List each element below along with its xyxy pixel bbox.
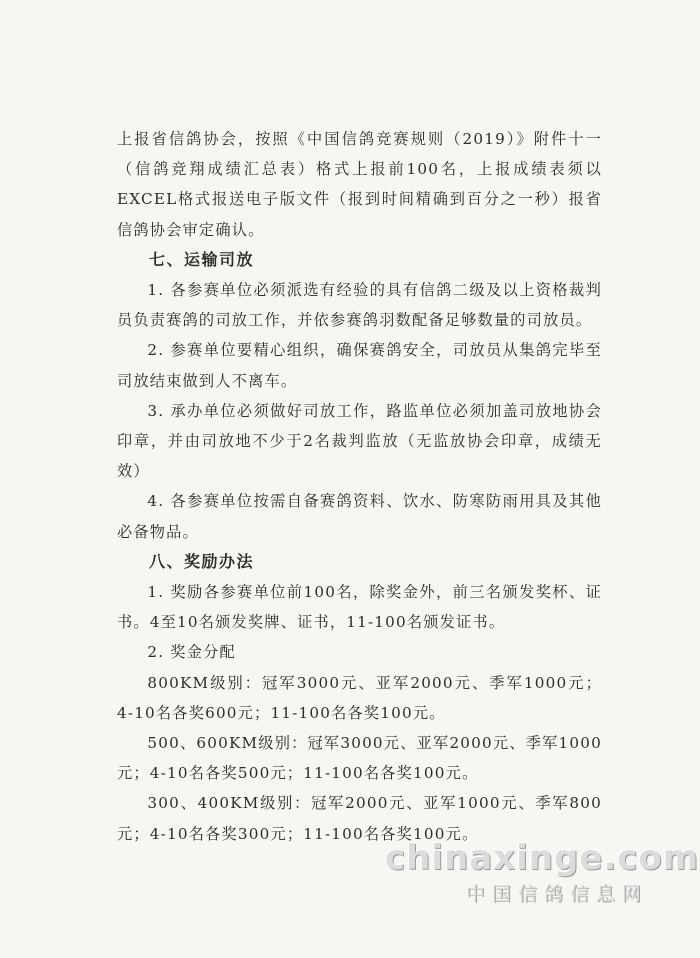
document-body bbox=[117, 124, 602, 849]
section-heading-rewards: 八、奖励办法 bbox=[149, 551, 255, 571]
paragraph-reward-item-2: 2. 奖金分配 bbox=[147, 643, 236, 662]
paragraph-release-item-2: 2. 参赛单位要精心组织，确保赛鸽安全，司放员从集鸽完毕至司放结束做到人不离车。 bbox=[117, 341, 602, 390]
paragraph-report-submission: 上报省信鸽协会，按照《中国信鸽竞赛规则（2019）》附件十一（信鸽竞翔成绩汇总表）格式上报前100名，上报成绩表须以EXCEL格式报送电子版文件（报到时间精确到百分之一秒）报省信鸽协会审定确认。 bbox=[117, 130, 602, 239]
paragraph-release-item-4: 4. 各参赛单位按需自备赛鸽资料、饮水、防寒防雨用具及其他必备物品。 bbox=[117, 492, 602, 541]
paragraph-prize-300-400km: 300、400KM级别：冠军2000元、亚军1000元、季军800元；4-10名各奖300元；11-100名各奖100元。 bbox=[117, 794, 602, 843]
paragraph-release-item-1: 1. 各参赛单位必须派选有经验的具有信鸽二级及以上资格裁判员负责赛鸽的司放工作，并依参赛鸽羽数配备足够数量的司放员。 bbox=[117, 281, 602, 330]
paragraph-prize-500-600km: 500、600KM级别：冠军3000元、亚军2000元、季军1000元；4-10名各奖500元；11-100名各奖100元。 bbox=[117, 734, 602, 783]
watermark-site: chinaxinge.com bbox=[385, 838, 700, 878]
paragraph-reward-item-1: 1. 奖励各参赛单位前100名，除奖金外，前三名颁发奖杯、证书。4至10名颁发奖牌、证书，11-100名颁发证书。 bbox=[117, 583, 602, 632]
paragraph-prize-800km: 800KM级别：冠军3000元、亚军2000元、季军1000元；4-10名各奖600元；11-100名各奖100元。 bbox=[117, 673, 602, 722]
section-heading-transport-release: 七、运输司放 bbox=[149, 249, 255, 269]
paragraph-release-item-3: 3. 承办单位必须做好司放工作，路监单位必须加盖司放地协会印章，并由司放地不少于2名裁判监放（无监放协会印章，成绩无效） bbox=[117, 401, 602, 481]
watermark-name: 中国信鸽信息网 bbox=[466, 883, 649, 905]
